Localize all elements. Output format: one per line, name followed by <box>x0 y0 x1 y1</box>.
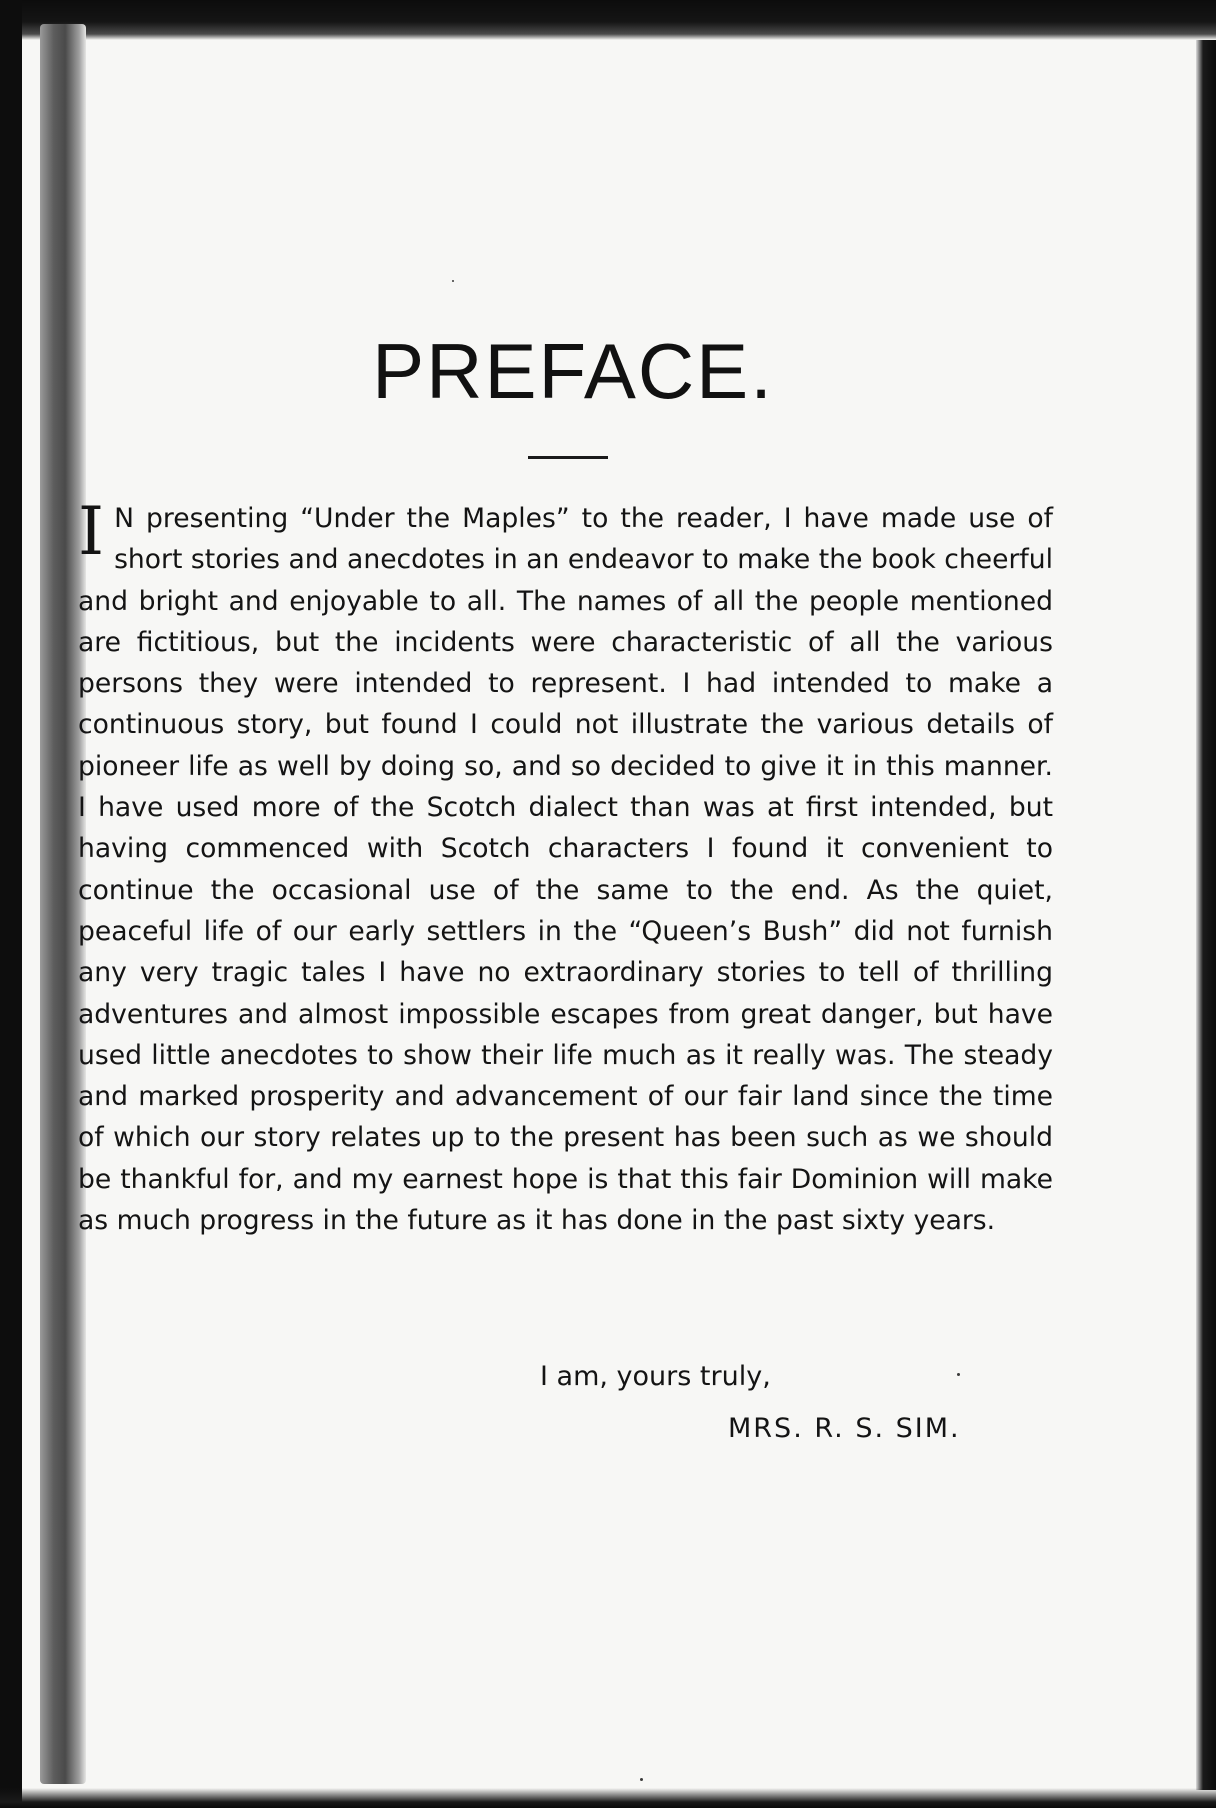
page-title: PREFACE. <box>372 327 774 415</box>
drop-cap: I <box>78 493 105 570</box>
preface-body <box>78 493 1053 1241</box>
preface-text: presenting “Under the Maples” to the reader, I have made use of short stories and anecdotes in an endeavor to make the book cheerful and bright and enjoyable to all. The names of all the people mentioned are fictitious, but the incidents were characteristic of all the various persons they were intended to represent. I had intended to make a continuous story, but found I could not illustrate the various details of pioneer life as well by doing so, and so decided to give it in this manner. I have used more of the Scotch dialect than was at first intended, but having commenced with Scotch characters I found it convenient to continue the occasional use of the same to the end. As the quiet, peaceful life of our early settlers in the “Queen’s Bush” did not furnish any very tragic tales I have no extraordinary stories to tell of thrilling adventures and almost impossible escapes from great danger, but have used little anecdotes to show their life much as it really was. The steady and marked prosperity and advancement of our fair land since the time of which our story relates up to the present has been such as we should be thankful for, and my earnest hope is that this fair Dominion will make as much progress in the future as it has done in the past sixty years. <box>78 503 1053 1237</box>
title-rule <box>528 456 608 459</box>
scan-right-edge <box>1196 40 1216 1790</box>
ink-speck <box>957 1373 960 1376</box>
page-content <box>78 0 1068 1808</box>
scan-left-edge <box>0 0 22 1808</box>
closing-line: I am, yours truly, <box>540 1361 771 1392</box>
lead-word: N <box>114 503 134 534</box>
ink-speck <box>452 280 454 282</box>
ink-speck <box>640 1778 643 1781</box>
author-signature: MRS. R. S. SIM. <box>728 1413 961 1444</box>
